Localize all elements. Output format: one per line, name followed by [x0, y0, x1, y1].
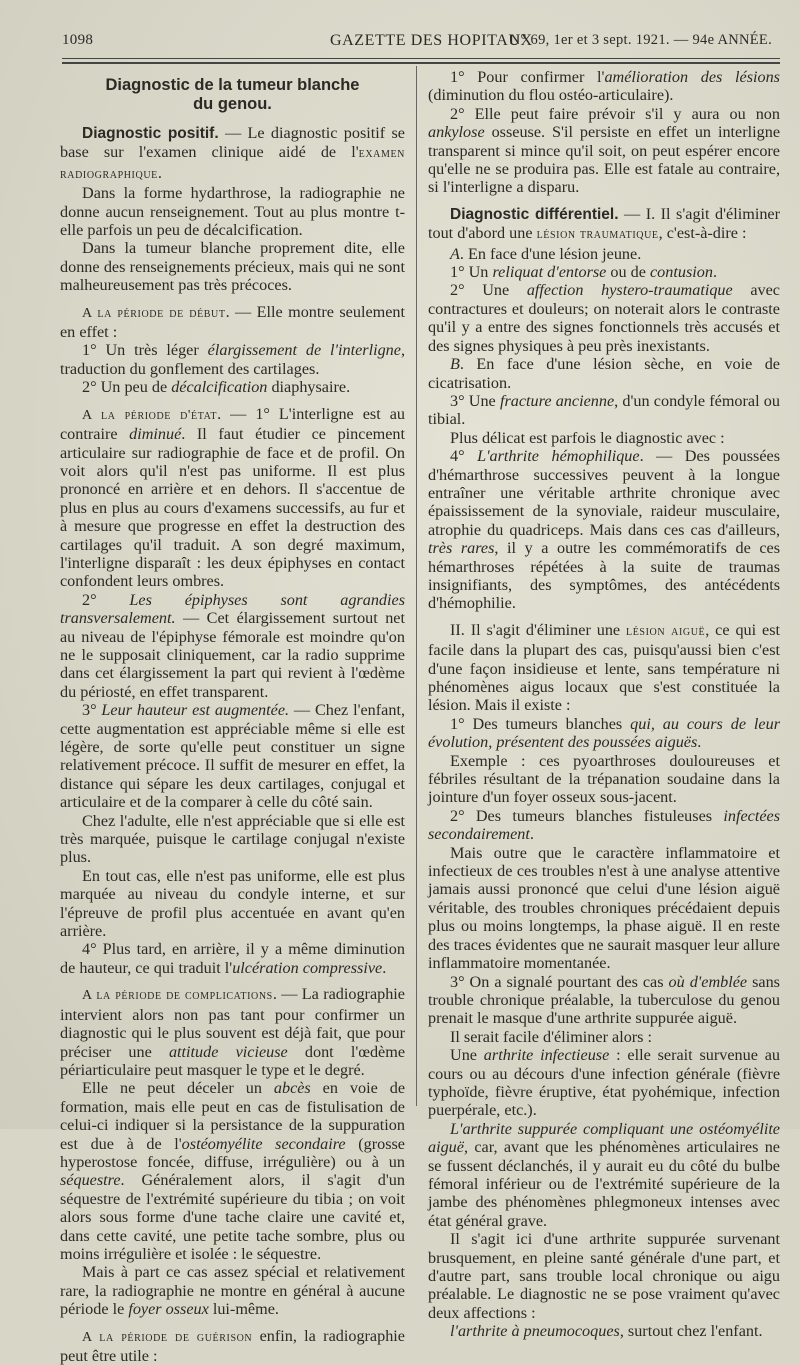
- paragraph: [60, 985, 405, 1079]
- spacer: [60, 977, 405, 985]
- header-rule-double: [62, 62, 780, 64]
- paragraph: Dans la tumeur blanche proprement dite, elle donne des renseignements précieux, mais qui ne sont malheureusement pas très précoces.: [60, 239, 405, 295]
- text: 2° Un peu de: [82, 378, 172, 397]
- paragraph: [60, 1079, 405, 1263]
- text: (diminution du flou ostéo-articulaire).: [428, 86, 674, 105]
- text: 1° Un très léger: [82, 341, 208, 360]
- text: .: [157, 163, 162, 182]
- spacer: [60, 1319, 405, 1327]
- text: . — 1° L'interligne est au contraire: [60, 404, 405, 444]
- text: . Généralement alors, il s'agit d'un séquestre de l'extrémité supérieure du tibia ; on voit alors sous forme d'une tache claire une cavité et, dans cette cavité, une petite tache sombre, plus ou moins irrégulière et isolée : le séquestre.: [60, 1171, 405, 1263]
- paragraph: Il s'agit ici d'une arthrite suppurée survenant brusquement, en pleine santé générale d'une part, et d'autre part, sans trouble local chronique ou aigu préalable. Le diagnostic ne se pose vraiment qu'avec deux affections :: [428, 1230, 780, 1322]
- paragraph: [60, 1263, 405, 1318]
- text: (grosse hyperostose foncée, diffuse, irrégulière) ou à un: [60, 1134, 405, 1171]
- emphasis: B: [450, 355, 460, 374]
- paragraph: En tout cas, elle n'est pas uniforme, elle est plus marquée au niveau du condyle interne, et sur l'épreuve de profil plus accentuée en avant qu'en arrière.: [60, 866, 405, 941]
- emphasis: l'arthrite à pneumocoques: [450, 1322, 620, 1341]
- spacer: [428, 613, 780, 621]
- paragraph: [60, 405, 405, 591]
- paragraph: [428, 245, 780, 263]
- paragraph: [428, 392, 780, 429]
- text: . — Elle montre seulement en effet :: [60, 302, 405, 342]
- emphasis: A: [450, 244, 460, 263]
- title-line-2: du genou.: [193, 95, 272, 113]
- paragraph: [428, 1120, 780, 1230]
- text: , car, avant que les phénomènes articulaires ne se fussent déclanchés, il y aurait eu du côté du bulbe fémoral inférieur ou de l'extrémité supérieure de la jambe des phénomènes phlegmoneux intenses avec état général grave.: [428, 1138, 780, 1230]
- text: , ce qui est facile dans la plupart des cas, puisqu'aussi bien c'est d'une façon insidieuse et lente, sans température ni phénomènes aigus locaux que s'est constituée la lésion. Mais il existe :: [428, 620, 781, 715]
- paragraph: [428, 205, 780, 245]
- text: 1° Pour confirmer l': [450, 68, 605, 86]
- title-line-1: Diagnostic de la tumeur blanche: [105, 76, 360, 94]
- text: dont l'œdème périarticulaire peut masquer le type et le degré.: [60, 1042, 405, 1079]
- paragraph: Exemple : ces pyoarthroses douloureuses et fébriles résultant de la trépanation soudaine dans la jointure d'un foyer osseux sous-jacent.: [428, 751, 780, 807]
- text: ou de: [606, 263, 650, 282]
- paragraph: [428, 1046, 780, 1120]
- text: enfin, la radiographie peut être utile :: [60, 1326, 405, 1365]
- paragraph: [60, 940, 405, 977]
- text: . — Des poussées d'hémarthrose successives peuvent à la longue entraîner une véritable arthrite chronique avec épaississement de la synoviale, raideur musculaire, atrophie du quadriceps. Mais dans ces cas d'ailleurs,: [428, 447, 780, 539]
- paragraph: [428, 973, 780, 1028]
- text: — Chez l'enfant, cette augmentation est appréciable même si elle est légère, de sorte qu'elle peut constituer un signe relativement précoce. Il suffit de mesurer en effet, la distance qui sépare les deux cartilages, conjugal et articulaire et de la comparer à celle du côté sain.: [60, 701, 405, 812]
- text: .: [712, 263, 717, 282]
- text: Elle ne peut déceler un: [82, 1079, 274, 1098]
- paragraph: [428, 621, 780, 715]
- emphasis: infectées secondairement: [428, 806, 780, 844]
- text: , il y a outre les commémoratifs de ces hémarthroses répétées à la suite de traumas insignifiants, des symptômes, des antécédents d'hémophilie.: [428, 539, 780, 613]
- emphasis: reliquat d'entorse: [492, 263, 607, 282]
- text: Mais à part ce cas assez spécial et relativement rare, la radiographie ne montre en général à aucune période le: [60, 1263, 405, 1319]
- paragraph: [428, 281, 780, 355]
- spacer: [60, 295, 405, 303]
- text: lui-même.: [208, 1300, 279, 1319]
- text: , d'un condyle fémoral ou tibial.: [428, 391, 780, 429]
- period-heading: A la période de début: [82, 305, 226, 321]
- text: , traduction du gonflement des cartilages.: [60, 341, 406, 378]
- text: en voie de formation, mais elle peut en cas de fistulisation de celui-ci indiquer si la persistance de la suppuration est due à de l': [60, 1079, 406, 1153]
- period-heading: A la période de guérison: [82, 1329, 253, 1345]
- period-heading: A la période d'état: [82, 407, 218, 423]
- emphasis: foyer osseux: [128, 1300, 209, 1319]
- section-heading: Diagnostic positif.: [82, 125, 219, 142]
- emphasis: ulcération compressive: [232, 958, 383, 977]
- paragraph: [60, 701, 405, 811]
- emphasis: affection hystero-traumatique: [526, 281, 733, 300]
- emphasis: séquestre: [60, 1171, 121, 1190]
- text: . Il faut étudier ce pincement articulaire sur radiographie de face et de profil. On voit alors qu'il n'est pas uniforme. Il est plus prononcé en arrière et en dehors. Il s'accentue de plus en plus au cours d'examens successifs, au fur et à mesure que progresse en effet la destruction des cartilages qu'il traduit. A son degré maximum, l'interligne disparaît : les deux épiphyses en contact confondent leurs ombres.: [60, 425, 405, 591]
- text: 3° On a signalé pourtant des cas: [450, 972, 669, 991]
- emphasis: contusion: [649, 263, 713, 282]
- page-number: 1098: [62, 32, 94, 48]
- emphasis: fracture ancienne: [499, 391, 615, 410]
- emphasis: très rares: [428, 539, 495, 558]
- text: . — La radiographie intervient alors non pas tant pour confirmer un diagnostic qui le plus souvent est déjà fait, que pour préciser une: [60, 985, 405, 1061]
- column-left: [60, 68, 406, 1365]
- text: .: [382, 958, 387, 977]
- text: Une: [450, 1046, 484, 1065]
- emphasis: L'arthrite suppurée compliquant une ostéomyélite aiguë: [428, 1119, 780, 1157]
- paragraph: [428, 807, 780, 844]
- page-header: [62, 28, 780, 52]
- emphasis: diminué: [129, 425, 182, 444]
- paragraph: Dans la forme hydarthrose, la radiographie ne donne aucun renseignement. Tout au plus montre t-elle parfois un peu de décalcification.: [60, 184, 405, 240]
- emphasis: ankylose: [428, 123, 485, 142]
- emphasis: Leur hauteur est augmentée.: [101, 701, 290, 720]
- small-caps: examen radiographique: [60, 146, 405, 182]
- header-rule: [62, 58, 780, 59]
- text: avec contractures et douleurs; on noterait alors le contraste qu'il y a entre des signes fonctionnels très accusés et des signes physiques à peu près inexistants.: [428, 281, 780, 355]
- spacer: [428, 197, 780, 205]
- emphasis: où d'emblée: [668, 972, 748, 991]
- paragraph: [60, 124, 405, 184]
- emphasis: décalcification: [171, 378, 268, 397]
- text: 2° Une: [450, 281, 527, 300]
- text: .: [697, 733, 702, 752]
- paragraph: Plus délicat est parfois le diagnostic avec :: [450, 428, 725, 447]
- text: .: [529, 825, 534, 844]
- text: — I. Il s'agit d'éliminer tout d'abord une: [428, 204, 780, 243]
- text: : elle serait survenue au cours ou au décours d'une infection générale (fièvre typhoïde, fièvre éruptive, état pyohémique, infection puerpérale, etc.).: [428, 1046, 780, 1120]
- emphasis: amélioration des lésions: [604, 68, 780, 86]
- paragraph: [428, 355, 780, 392]
- text: 4° Plus tard, en arrière, il y a même diminution de hauteur, ce qui traduit l': [60, 940, 405, 977]
- paragraph: [428, 447, 780, 613]
- journal-title: GAZETTE DES HOPITAUX: [330, 32, 533, 49]
- text: , c'est-à-dire :: [658, 224, 747, 243]
- paragraph: [428, 105, 780, 197]
- small-caps: lésion traumatique: [536, 227, 659, 243]
- text: II. Il s'agit d'éliminer une: [450, 620, 627, 639]
- spacer: [60, 397, 405, 405]
- paragraph: [428, 263, 780, 281]
- issue-info: N° 69, 1er et 3 sept. 1921. — 94e ANNÉE.: [509, 32, 772, 48]
- paragraph: [428, 715, 780, 752]
- text: 3° Une: [450, 391, 500, 410]
- emphasis: attitude vicieuse: [168, 1042, 288, 1061]
- text: 4°: [450, 447, 478, 466]
- paragraph: [60, 591, 405, 701]
- column-right: [428, 68, 781, 1341]
- text: . En face d'une lésion jeune.: [459, 244, 642, 263]
- emphasis: abcès: [273, 1079, 311, 1098]
- text: osseuse. S'il persiste en effet un interligne transparent si mince qu'il soit, on peut espérer encore qu'elle ne se produira pas. Elle est fatale au contraire, si l'interligne a disparu.: [428, 123, 780, 197]
- small-caps: lésion aiguë: [626, 623, 706, 639]
- paragraph: Il serait facile d'éliminer alors :: [450, 1027, 653, 1046]
- section-heading: Diagnostic différentiel.: [450, 205, 619, 223]
- emphasis: Les épiphyses sont agrandies transversalement.: [60, 590, 405, 628]
- paragraph: Mais outre que le caractère inflammatoire et infectieux de ces troubles n'est à une analyse attentive jamais aussi prononcé que celui d'une lésion aiguë véritable, des troubles chroniques précédaient depuis plus ou moins longtemps, la phase aiguë. Il en reste des traces évidentes que ne saurait masquer leur allure inflammatoire momentanée.: [428, 843, 780, 973]
- period-heading: A la période de complications: [82, 988, 273, 1004]
- text: 1° Un: [450, 263, 493, 282]
- text: 2° Elle peut faire prévoir s'il y aura ou non: [450, 104, 780, 123]
- emphasis: qui, au cours de leur évolution, présentent des poussées aiguës: [428, 714, 780, 752]
- paragraph: [60, 1327, 405, 1365]
- emphasis: arthrite infectieuse: [483, 1046, 610, 1065]
- emphasis: ostéomyélite secondaire: [181, 1134, 346, 1153]
- text: 3°: [82, 701, 102, 720]
- paragraph: [60, 341, 405, 378]
- paragraph: [60, 378, 405, 396]
- text: , surtout chez l'enfant.: [619, 1322, 763, 1341]
- text: 2° Des tumeurs blanches fistuleuses: [450, 806, 724, 825]
- column-divider: [416, 66, 417, 1106]
- paragraph: [60, 303, 405, 342]
- text: sans trouble chronique préalable, la tuberculose du genou prenait le masque d'une arthrite suppurée aiguë.: [428, 972, 780, 1028]
- paragraph: [428, 68, 780, 105]
- emphasis: L'arthrite hémophilique: [477, 447, 640, 466]
- article-title: [60, 76, 405, 114]
- text: 2°: [82, 590, 130, 609]
- text: — Cet élargissement surtout net au niveau de l'épiphyse fémorale est moindre qu'on ne le supposait cliniquement, car la radio supprime dans cet élargissement la part qui revient à l'œdème du périosté, en effet transparent.: [60, 609, 405, 701]
- paragraph: Chez l'adulte, elle n'est appréciable que si elle est très marquée, puisque le cartilage conjugal n'existe plus.: [60, 811, 405, 867]
- text: — Le diagnostic positif se base sur l'examen clinique aidé de l': [60, 124, 405, 162]
- text: . En face d'une lésion sèche, en voie de cicatrisation.: [428, 355, 780, 392]
- text: diaphysaire.: [267, 378, 351, 397]
- text: 1° Des tumeurs blanches: [450, 714, 631, 733]
- paragraph: [428, 1322, 780, 1340]
- emphasis: élargissement de l'interligne: [207, 341, 401, 360]
